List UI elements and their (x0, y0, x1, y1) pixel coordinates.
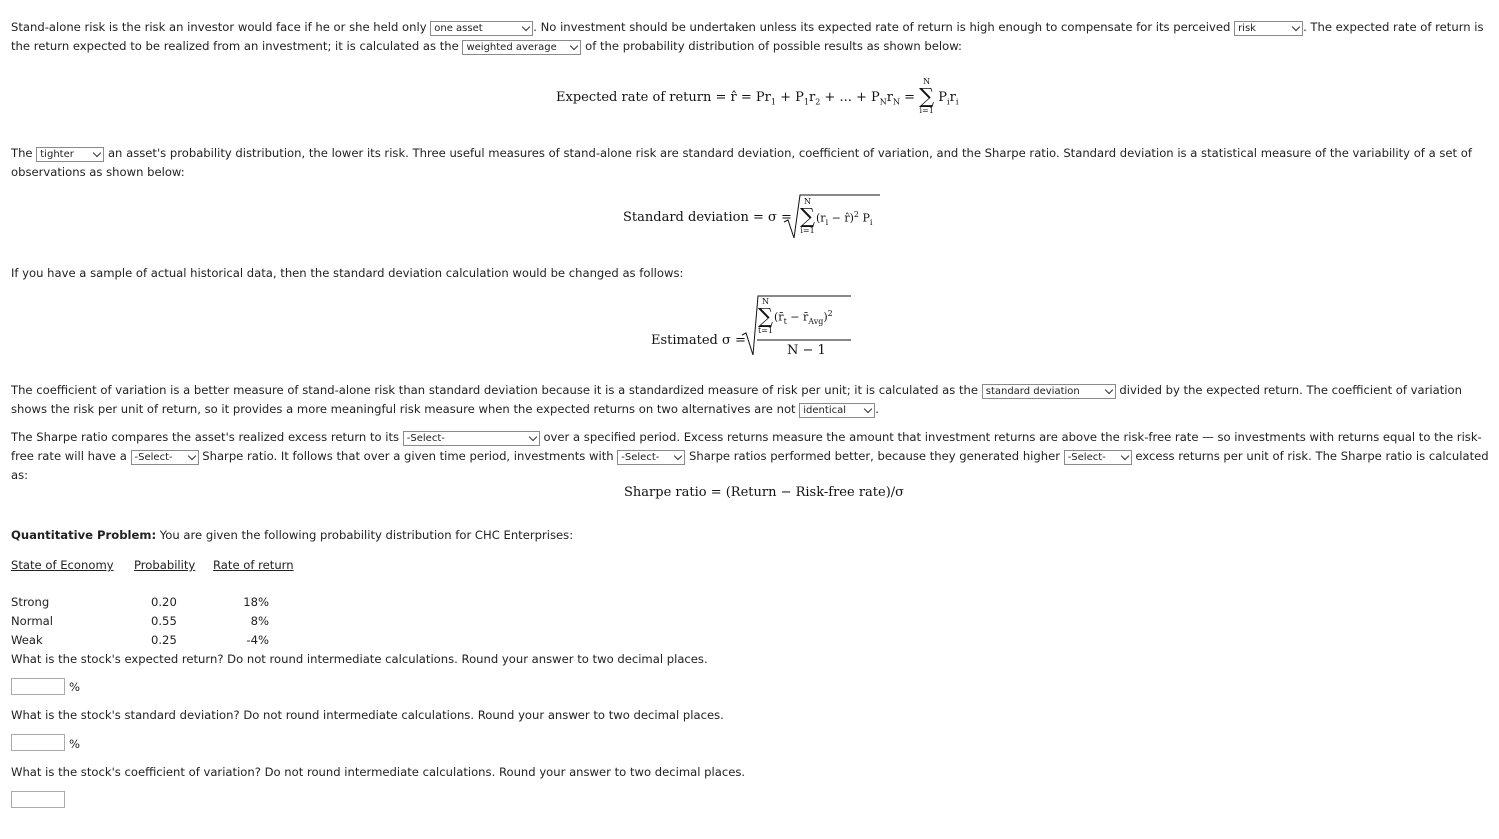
table-row-prob: 0.55 (151, 614, 177, 628)
table-header-rate: Rate of return (213, 558, 294, 572)
table-row-state: Strong (11, 595, 50, 609)
table-header-state: State of Economy (11, 558, 114, 572)
table-row-rate: -4% (246, 633, 269, 647)
table-header-probability: Probability (134, 558, 196, 572)
table-row-rate: 8% (250, 614, 269, 628)
percent-unit: % (69, 680, 81, 694)
expected-returns-dropdown[interactable]: identical (799, 403, 875, 418)
question-expected-return: What is the stock's expected return? Do not round intermediate calculations. Round your answer to two decimal places. (11, 652, 708, 666)
table-row-prob: 0.25 (151, 633, 177, 647)
standard-deviation-formula: Standard deviation = σ = N ∑ i=1 ($r_i$ − r̂)$^2$ $P_i$ (623, 196, 792, 211)
question-standard-deviation: What is the stock's standard deviation? Do not round intermediate calculations. Round your answer to two decimal places. (11, 708, 724, 722)
distribution-dropdown[interactable]: tighter (36, 147, 104, 162)
sharpe-ratio-formula: Sharpe ratio = (Return − Risk-free rate)/σ (624, 485, 905, 500)
sharpe-compare-dropdown[interactable]: -Select- (403, 431, 540, 446)
expected-return-formula: Expected rate of return = r̂ = $Pr_1 + P_1r_2$ + ... + $P_Nr_N$ = N ∑ i=1 $P_ir_i$ (556, 77, 959, 115)
question-coefficient-of-variation: What is the stock's coefficient of variation? Do not round intermediate calculations. Round your answer to two decimal places. (11, 765, 746, 779)
historical-paragraph: If you have a sample of actual historical data, then the standard deviation calculation would be changed as follows: (11, 266, 684, 280)
cv-paragraph: The coefficient of variation is a better measure of stand-alone risk than standard deviation because it is a standardized measure of risk per unit; it is calculated as the standard deviation divided by the expected return. The coefficient of variation shows the risk per unit of return, so it provides a more meaningful risk measure when the expected returns on two alternatives are not identical . (11, 383, 1462, 416)
problem-intro: Quantitative Problem: You are given the following probability distribution for CHC Enterprises: (11, 528, 574, 542)
performed-better-dropdown[interactable]: -Select- (617, 450, 685, 465)
calculated-as-dropdown[interactable]: weighted average (462, 40, 581, 55)
table-row-rate: 18% (243, 595, 269, 609)
chevron-down-icon (674, 452, 682, 460)
chevron-down-icon (570, 42, 578, 50)
chevron-down-icon (529, 433, 537, 441)
standard-deviation-input[interactable] (11, 734, 65, 751)
chevron-down-icon (93, 149, 101, 157)
table-row-state: Normal (11, 614, 53, 628)
intro-paragraph: Stand-alone risk is the risk an investor would face if he or she held only one asset . No investment should be undertaken unless its expected rate of return is high enough to compensate for its perceived risk . The expected rate of return is the return expected to be realized from an investment; it is calculated as the weighted average of the probability distribution of possible results as shown below: (11, 20, 1484, 53)
expected-return-input[interactable] (11, 678, 65, 695)
coefficient-of-variation-input[interactable] (11, 791, 65, 808)
table-row-state: Weak (11, 633, 43, 647)
table-row-prob: 0.20 (151, 595, 177, 609)
excess-returns-dropdown[interactable]: -Select- (1064, 450, 1132, 465)
sharpe-paragraph: The Sharpe ratio compares the asset's realized excess return to its -Select- over a specified period. Excess returns measure the amount that investment returns are above the risk-free rate — so investments with returns equal to the risk-free rate will have a -Select- Sharpe ratio. It follows that over a given time period, investments with -Select- Sharpe ratios performed better, because they generated higher -Select- excess returns per unit of risk. The Sharpe ratio is calculated as: (11, 430, 1489, 482)
perceived-dropdown[interactable]: risk (1234, 21, 1303, 36)
cv-numerator-dropdown[interactable]: standard deviation (982, 384, 1116, 399)
chevron-down-icon (1104, 386, 1112, 394)
tighter-paragraph: The tighter an asset's probability distribution, the lower its risk. Three useful measures of stand-alone risk are standard deviation, coefficient of variation, and the Sharpe ratio. Standard deviation is a statistical measure of the variability of a set of observations as shown below: (11, 146, 1472, 179)
chevron-down-icon (1120, 452, 1128, 460)
chevron-down-icon (864, 405, 872, 413)
percent-unit: % (69, 737, 81, 751)
held-only-dropdown[interactable]: one asset (430, 21, 533, 36)
riskfree-sharpe-dropdown[interactable]: -Select- (131, 450, 199, 465)
chevron-down-icon (1292, 23, 1300, 31)
chevron-down-icon (522, 23, 530, 31)
chevron-down-icon (187, 452, 195, 460)
